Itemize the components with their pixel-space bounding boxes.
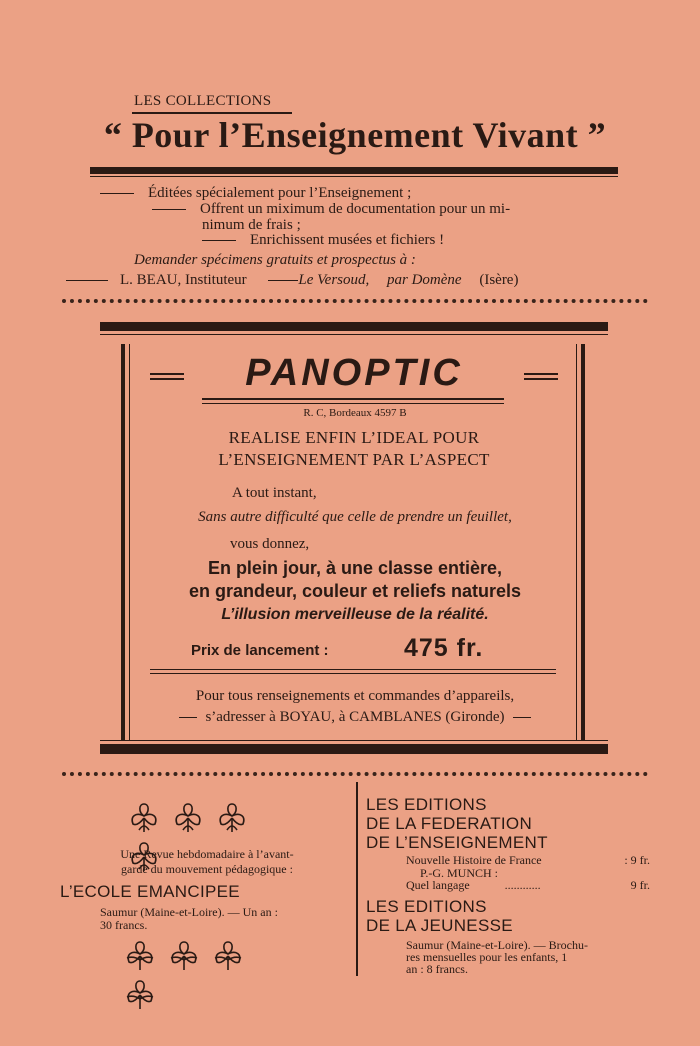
item2-title: Quel langage xyxy=(406,878,470,892)
title-rule xyxy=(90,167,618,174)
brand-underline xyxy=(202,398,504,400)
panoptic-line5: en grandeur, couleur et reliefs naturels xyxy=(188,581,522,601)
price-rule xyxy=(150,669,556,670)
iris-flower-icon xyxy=(127,800,161,834)
iris-flower-icon xyxy=(123,977,157,1011)
panoptic-line3: vous donnez, xyxy=(230,536,310,552)
collections-line2b: nimum de frais ; xyxy=(202,217,301,233)
title-rule-thin xyxy=(90,176,618,177)
item1-title: Nouvelle Histoire de France xyxy=(406,853,542,867)
iris-flower-icon xyxy=(211,938,245,972)
brand-dash-right-2 xyxy=(524,378,558,380)
panoptic-info1: Pour tous renseignements et commandes d’appareils, xyxy=(195,688,515,704)
panoptic-brand: PANOPTIC xyxy=(245,352,463,394)
iris-flower-icon xyxy=(171,800,205,834)
panoptic-left-border-thin xyxy=(129,344,130,740)
panoptic-rc: R. C, Bordeaux 4597 B xyxy=(303,407,407,419)
collections-line1 xyxy=(100,185,411,202)
panoptic-right-border xyxy=(581,344,585,740)
iris-flower-icon xyxy=(167,938,201,972)
brand-dash-left xyxy=(150,373,184,375)
jeunesse-h1: LES EDITIONS xyxy=(366,897,487,916)
dotted-divider-2 xyxy=(62,772,648,776)
panoptic-price-label: Prix de lancement : xyxy=(191,642,329,659)
panoptic-head1: REALISE ENFIN L’IDEAL POUR xyxy=(228,428,480,447)
price-rule-2 xyxy=(150,673,556,674)
panoptic-line4: En plein jour, à une classe entière, xyxy=(207,558,503,578)
item2-price: 9 fr. xyxy=(630,878,650,892)
editions-h2: DE LA FEDERATION xyxy=(366,814,533,833)
panoptic-top-bar xyxy=(100,322,608,331)
jeunesse-addr2: res mensuelles pour les enfants, 1 xyxy=(406,950,568,964)
panoptic-price: 475 fr. xyxy=(404,634,484,662)
contact-par: par Domène xyxy=(387,272,462,288)
collections-kicker: LES COLLECTIONS xyxy=(134,93,272,109)
collections-line3-text: Enrichissent musées et fichiers ! xyxy=(250,232,445,248)
item1-price: : 9 fr. xyxy=(624,853,650,867)
item2-dots: ............ xyxy=(504,878,541,892)
panoptic-right-border-thin xyxy=(576,344,577,740)
editions-h1: LES EDITIONS xyxy=(366,795,487,814)
panoptic-bottom-bar-thin xyxy=(100,740,608,741)
jeunesse-addr3: an : 8 francs. xyxy=(406,962,468,976)
panoptic-head2: L’ENSEIGNEMENT PAR L’ASPECT xyxy=(218,450,490,469)
iris-row-bottom xyxy=(120,938,290,978)
contact-name: L. BEAU, Instituteur xyxy=(120,272,247,288)
iris-row-top xyxy=(124,800,284,840)
ecole-addr1: Saumur (Maine-et-Loire). — Un an : xyxy=(100,905,278,919)
panoptic-line6: L’illusion merveilleuse de la réalité. xyxy=(221,606,489,623)
panoptic-line2: Sans autre difficulté que celle de prendre un feuillet, xyxy=(198,509,512,525)
brand-dash-left-2 xyxy=(150,378,184,380)
collections-line2-text: Offrent un miximum de documentation pour un mi- xyxy=(200,201,511,217)
panoptic-info2 xyxy=(150,709,560,726)
column-divider xyxy=(356,782,358,976)
ecole-desc1: Une Revue hebdomadaire à l’avant- xyxy=(120,847,294,861)
brand-dash-right xyxy=(524,373,558,375)
editions-item1-author: P.-G. MUNCH : xyxy=(420,866,499,880)
collections-request: Demander spécimens gratuits et prospectus à : xyxy=(134,252,416,268)
panoptic-line1: A tout instant, xyxy=(232,485,317,501)
jeunesse-h2: DE LA JEUNESSE xyxy=(366,916,513,935)
ecole-name: L’ECOLE EMANCIPEE xyxy=(60,882,240,901)
editions-item2 xyxy=(406,878,650,893)
collections-contact xyxy=(66,272,638,289)
ecole-addr2: 30 francs. xyxy=(100,918,148,932)
contact-region: (Isère) xyxy=(479,272,519,288)
iris-flower-icon xyxy=(215,800,249,834)
iris-flower-icon xyxy=(123,938,157,972)
panoptic-info2-text: s’adresser à BOYAU, à CAMBLANES (Gironde) xyxy=(205,709,505,725)
collections-line2 xyxy=(152,201,510,218)
brand-underline-2 xyxy=(202,403,504,404)
ecole-desc2: garde du mouvement pédagogique : xyxy=(121,862,293,876)
panoptic-top-bar-thin xyxy=(100,334,608,335)
panoptic-bottom-bar xyxy=(100,744,608,754)
editions-h3: DE L’ENSEIGNEMENT xyxy=(366,833,548,852)
jeunesse-addr1: Saumur (Maine-et-Loire). — Brochu- xyxy=(406,938,588,952)
panoptic-left-border xyxy=(121,344,125,740)
collections-title: “ Pour l’Enseignement Vivant ” xyxy=(103,115,607,155)
collections-line1-text: Éditées spécialement pour l’Enseignement ; xyxy=(148,185,412,201)
collections-line3 xyxy=(202,232,444,249)
contact-place: Le Versoud, xyxy=(298,272,370,288)
dotted-divider-1 xyxy=(62,299,648,303)
